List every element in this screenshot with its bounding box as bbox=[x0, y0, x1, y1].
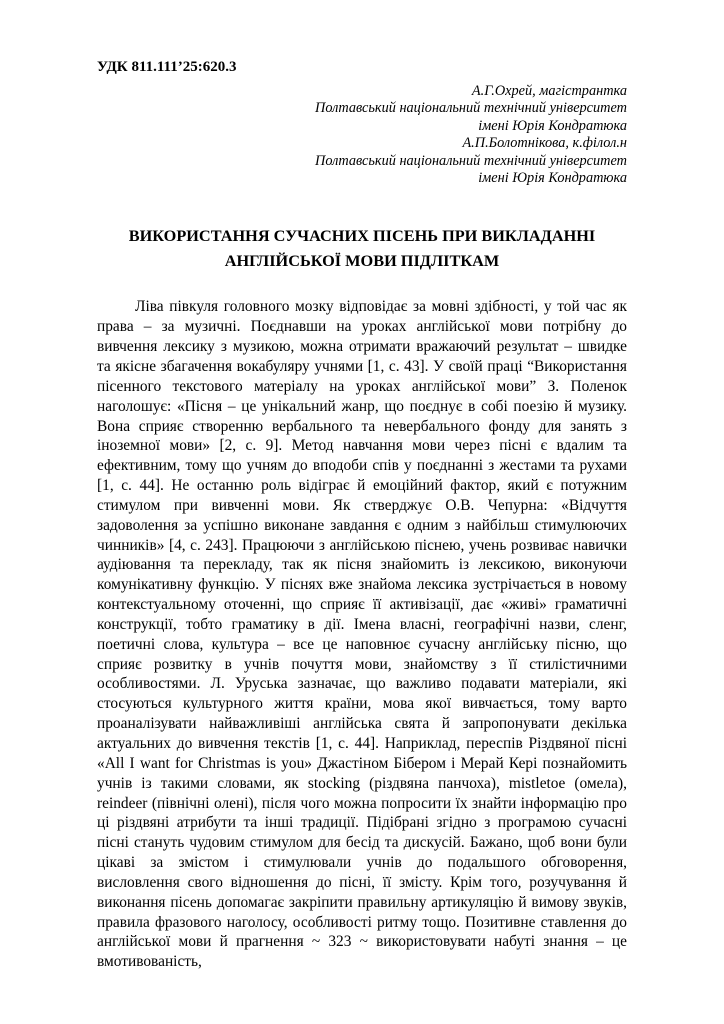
paper-title: ВИКОРИСТАННЯ СУЧАСНИХ ПІСЕНЬ ПРИ ВИКЛАДАННІ АНГЛІЙСЬКОЇ МОВИ ПІДЛІТКАМ bbox=[128, 226, 596, 271]
author-affiliation-line: імені Юрія Кондратюка bbox=[478, 117, 627, 134]
body-paragraph: Ліва півкуля головного мозку відповідає за мовні здібності, у той час як права – за музичні. Поєднавши на уроках англійської мови потрібну до вивчення лексику з музикою, можна отримати вражаючий результат – швидке та якісне збагачення вокабуляру учнями [1, с. 43]. У своїй праці “Використання пісенного текстового матеріалу на уроках англійської мови” З. Поленок наголошує: «Пісня – це унікальний жанр, що поєднує в собі поезію й музику. Вона сприяє створенню вербального та невербального фонду для занять з іноземної мови» [2, с. 9]. Метод навчання мови через пісні є вдалим та ефективним, тому що учням до вподоби спів у поєднанні з жестами та рухами [1, с. 44]. Не останню роль відіграє й емоційний фактор, який є потужним стимулом при вивченні мови. Як стверджує О.В. Чепурна: «Відчуття задоволення за успішно виконане завдання є одним з найбільш стимулюючих чинників» [4, с. 243]. Працюючи з англійською піснею, учень розвиває навички аудіювання та перекладу, так як пісня знайомить із лексикою, виконуючи комунікативну функцію. У піснях вже знайома лексика зустрічається в новому контекстуальному оточенні, що сприяє її активізації, дає «живі» граматичні конструкції, тобто граматику в дії. Імена власні, географічні назви, сленг, поетичні слова, культура – все це наповнює сучасну англійську пісню, що сприяє розвитку в учнів почуття мови, знайомству з її стилістичними особливостями. Л. Уруська зазначає, що важливо подавати матеріали, які стосуються культурного життя країни, мова якої вивчається, тому варто проаналізувати найважливіші англійська свята й запропонувати декілька актуальних до вивчення текстів [1, с. 44]. Наприклад, переспів Різдвяної пісні «All I want for Christmas is you» Джастіном Бібером і Мерай Кері познайомить учнів із такими словами, як stocking (різдвяна панчоха), mistletoe (омела), reindeer (північні олені), після чого можна попросити їх знайти інформацію про ці різдвяні атрибути та інші традиції. Підібрані згідно з програмою сучасні пісні стануть чудовим стимулом для бесід та дискусій. Бажано, щоб вони були цікаві за змістом і стимулювали учнів до подальшого обговорення, висловлення свого відношення до пісні, її змісту. Крім того, розучування й виконання пісень допомагає закріпити правильну артикуляцію й вимову звуків, правила фразового наголосу, особливості ритму тощо. Позитивне ставлення до англійської мови й прагнення ~ 323 ~ використовувати набуті знання – це вмотивованість, bbox=[97, 298, 627, 971]
author-affiliation-line: імені Юрія Кондратюка bbox=[478, 170, 627, 187]
udk-code: УДК 811.111’25:620.3 bbox=[97, 59, 237, 75]
author-line: А.П.Болотнікова, к.філол.н bbox=[462, 135, 627, 152]
author-affiliation-line: Полтавський національний технічний університет bbox=[315, 100, 627, 117]
author-block bbox=[97, 83, 627, 187]
author-line: А.Г.Охрей, магістрантка bbox=[471, 83, 627, 99]
author-affiliation-line: Полтавський національний технічний університет bbox=[315, 152, 627, 169]
